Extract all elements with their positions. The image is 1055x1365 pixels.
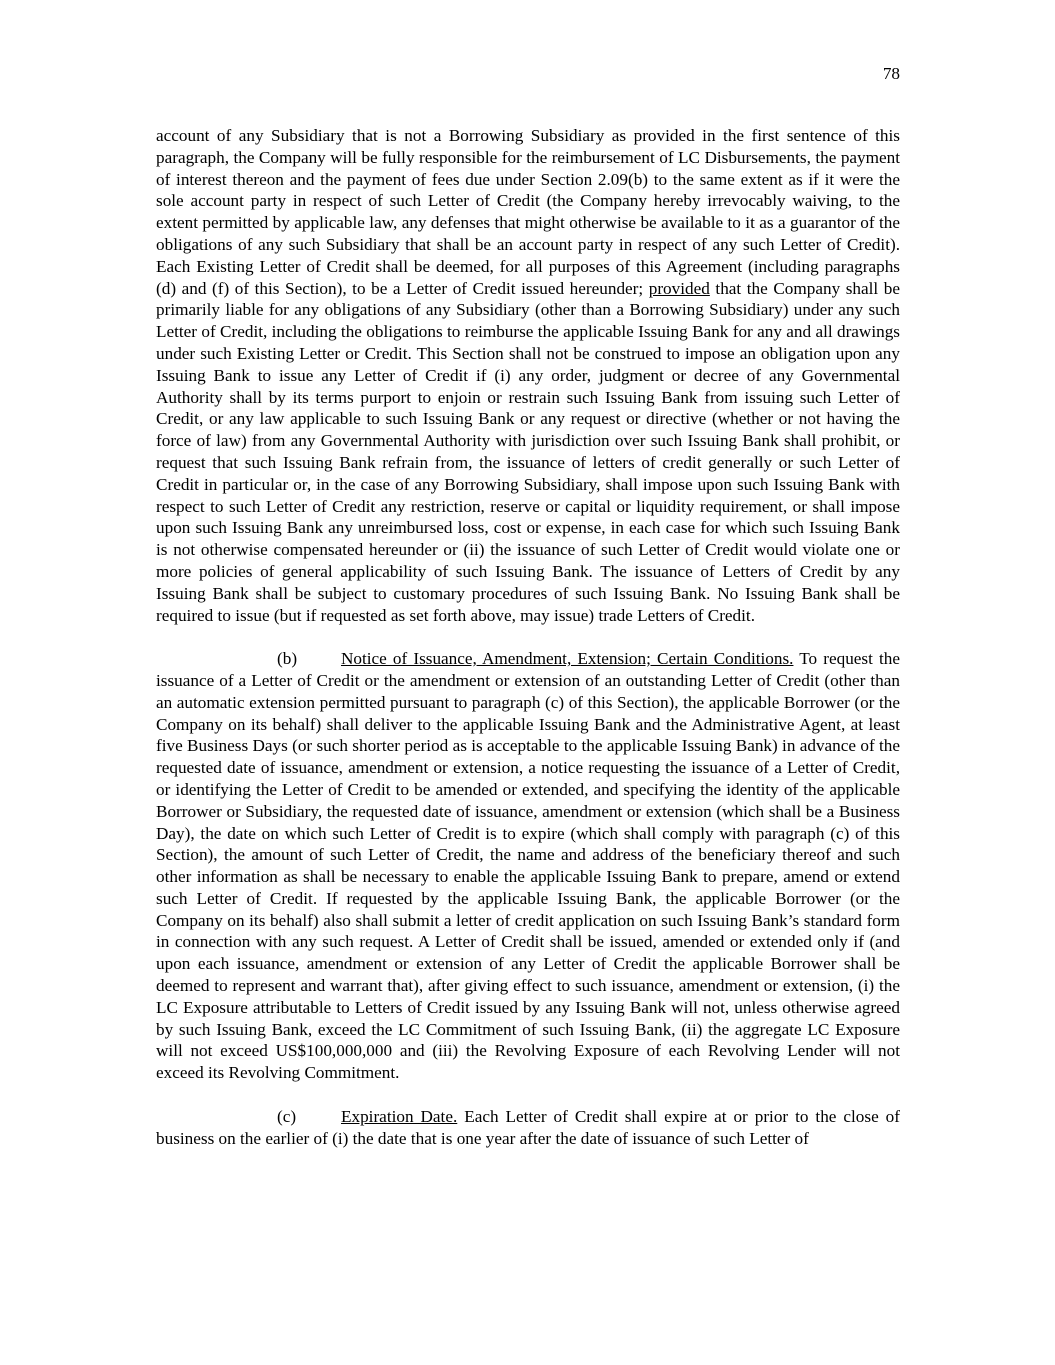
continuation-paragraph xyxy=(156,125,900,626)
text-segment: Each Letter of Credit shall expire at or prior to the close of business on the earlier of (i) the date that is one year after the date of issuance of such Letter of xyxy=(156,1106,900,1148)
text-segment: account of any Subsidiary that is not a Borrowing Subsidiary as provided in the first sentence of this paragraph, the Company will be fully responsible for the reimbursement of LC Disbursements, the payment of interest thereon and the payment of fees due under Section 2.09(b) to the same extent as if it were the sole account party in respect of such Letter of Credit (the Company hereby irrevocably waiving, to the extent permitted by applicable law, any defenses that might otherwise be available to it as a guarantor of the obligations of any such Subsidiary that shall be an account party in respect of any such Letter of Credit). Each Existing Letter of Credit shall be deemed, for all purposes of this Agreement (including paragraphs (d) and (f) of this Section), to be a Letter of Credit issued hereunder; xyxy=(156,126,900,298)
provided-term: provided xyxy=(648,278,710,298)
document-body xyxy=(156,125,900,1171)
section-c-heading: Expiration Date. xyxy=(341,1106,458,1126)
page-number: 78 xyxy=(882,64,900,83)
section-b-label: (b) xyxy=(277,649,298,669)
section-c-paragraph xyxy=(156,1106,900,1150)
section-b-heading: Notice of Issuance, Amendment, Extension; Certain Conditions. xyxy=(341,649,794,669)
text-segment: To request the issuance of a Letter of Credit or the amendment or extension of an outstanding Letter of Credit (other than an automatic extension permitted pursuant to paragraph (c) of this Section), the applicable Borrower (or the Company on its behalf) shall deliver to the applicable Issuing Bank and the Administrative Agent, at least five Business Days (or such shorter period as is acceptable to the applicable Issuing Bank) in advance of the requested date of issuance, amendment or extension, a notice requesting the issuance of a Letter of Credit, or identifying the Letter of Credit to be amended or extended, and specifying the identity of the applicable Borrower or Subsidiary, the requested date of issuance, amendment or extension (which shall be a Business Day), the date on which such Letter of Credit is to expire (which shall comply with paragraph (c) of this Section), the amount of such Letter of Credit, the name and address of the beneficiary thereof and such other information as shall be necessary to enable the applicable Issuing Bank to prepare, amend or extend such Letter of Credit. If requested by the applicable Issuing Bank, the applicable Borrower (or the Company on its behalf) also shall submit a letter of credit application on such Issuing Bank’s standard form in connection with any such request. A Letter of Credit shall be issued, amended or extended only if (and upon each issuance, amendment or extension of any Letter of Credit the applicable Borrower shall be deemed to represent and warrant that), after giving effect to such issuance, amendment or extension, (i) the LC Exposure attributable to Letters of Credit issued by any Issuing Bank will not, unless otherwise agreed by such Issuing Bank, exceed the LC Commitment of such Issuing Bank, (ii) the aggregate LC Exposure will not exceed US$100,000,000 and (iii) the Revolving Exposure of each Revolving Lender will not exceed its Revolving Commitment. xyxy=(156,649,901,1083)
text-segment: that the Company shall be primarily liable for any obligations of any Subsidiary (other than a Borrowing Subsidiary) under any such Letter of Credit, including the obligations to reimburse the applicable Issuing Bank for any and all drawings under such Existing Letter or Credit. This Section shall not be construed to impose an obligation upon any Issuing Bank to issue any Letter of Credit if (i) any order, judgment or decree of any Governmental Authority shall by its terms purport to enjoin or restrain such Issuing Bank from issuing such Letter of Credit, or any law applicable to such Issuing Bank or any request or directive (whether or not having the force of law) from any Governmental Authority with jurisdiction over such Issuing Bank shall prohibit, or request that such Issuing Bank refrain from, the issuance of letters of credit generally or such Letter of Credit in particular or, in the case of any Borrowing Subsidiary, shall impose upon such Issuing Bank with respect to such Letter of Credit any restriction, reserve or capital or liquidity requirement, or shall impose upon such Issuing Bank any unreimbursed loss, cost or expense, in each case for which such Issuing Bank is not otherwise compensated hereunder or (ii) the issuance of such Letter of Credit would violate one or more policies of general applicability of such Issuing Bank. The issuance of Letters of Credit by any Issuing Bank shall be subject to customary procedures of such Issuing Bank. No Issuing Bank shall be required to issue (but if requested as set forth above, may issue) trade Letters of Credit. xyxy=(156,278,900,625)
section-c-label: (c) xyxy=(277,1106,297,1126)
section-b-paragraph xyxy=(156,648,900,1084)
